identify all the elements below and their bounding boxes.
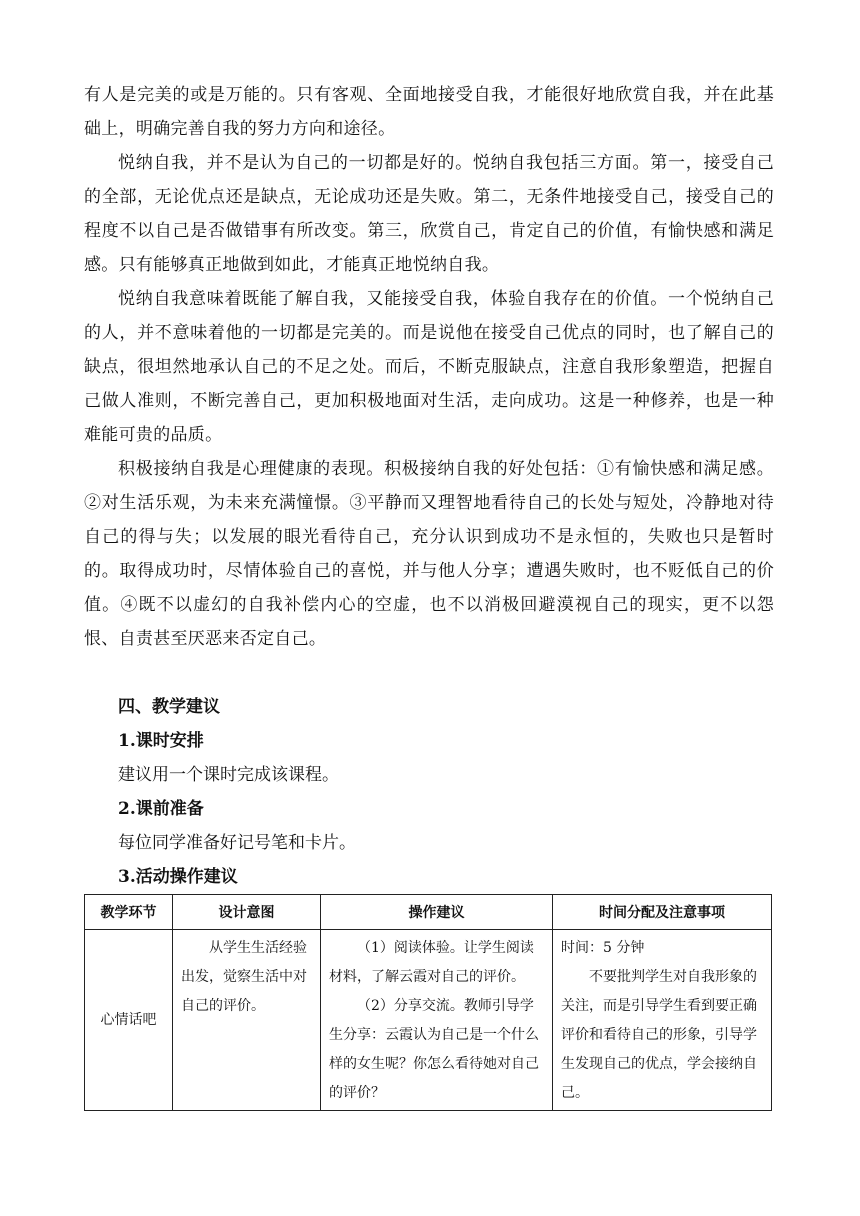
header-time-notes: 时间分配及注意事项 (553, 895, 772, 930)
cell-time-notes (553, 930, 772, 1111)
header-intent: 设计意图 (173, 895, 321, 930)
cell-intent (173, 930, 321, 1111)
paragraph-meaning: 悦纳自我意味着既能了解自我，又能接受自我，体验自我存在的价值。一个悦纳自己的人，并不意味着他的一切都是完美的。而是说他在接受自己优点的同时，也了解自己的缺点，很坦然地承认自己的不足之处。而后，不断克服缺点，注意自我形象塑造，把握自己做人准则，不断完善自己，更加积极地面对生活，走向成功。这是一种修养，也是一种难能可贵的品质。 (84, 289, 774, 445)
header-stage: 教学环节 (85, 895, 173, 930)
operation-step-2: （2）分享交流。教师引导学生分享：云霞认为自己是一个什么样的女生呢？你怎么看待她对自己的评价？ (329, 998, 539, 1101)
subheading-schedule: 1.课时安排 (118, 731, 204, 751)
intent-text: 从学生生活经验出发，觉察生活中对自己的评价。 (181, 940, 307, 1014)
cell-stage: 心情话吧 (85, 930, 173, 1111)
document-body (84, 78, 774, 894)
paragraph-benefits: 积极接纳自我是心理健康的表现。积极接纳自我的好处包括：①有愉快感和满足感。②对生活乐观，为未来充满憧憬。③平静而又理智地看待自己的长处与短处，冷静地对待自己的得与失；以发展的眼光看待自己，充分认识到成功不是永恒的，失败也只是暂时的。取得成功时，尽情体验自己的喜悦，并与他人分享；遭遇失败时，也不贬低自己的价值。④既不以虚幻的自我补偿内心的空虚，也不以消极回避漠视自己的现实，更不以怨恨、自责甚至厌恶来否定自己。 (84, 459, 774, 649)
section-heading: 四、教学建议 (118, 697, 220, 717)
section-gap (84, 656, 774, 690)
schedule-text: 建议用一个课时完成该课程。 (118, 765, 339, 785)
paragraph-continued: 有人是完美的或是万能的。只有客观、全面地接受自我，才能很好地欣赏自我，并在此基础上，明确完善自我的努力方向和途径。 (84, 85, 774, 139)
cell-operation (321, 930, 553, 1111)
operation-step-1: （1）阅读体验。让学生阅读材料，了解云霞对自己的评价。 (329, 940, 534, 985)
table-row (85, 930, 772, 1111)
attention-note: 不要批判学生对自我形象的关注，而是引导学生看到要正确评价和看待自己的形象，引导学生发现自己的优点，学会接纳自己。 (561, 969, 757, 1101)
header-operation: 操作建议 (321, 895, 553, 930)
activity-table (84, 894, 772, 1111)
paragraph-accept-self: 悦纳自我，并不是认为自己的一切都是好的。悦纳自我包括三方面。第一，接受自己的全部，无论优点还是缺点，无论成功还是失败。第二，无条件地接受自己，接受自己的程度不以自己是否做错事有所改变。第三，欣赏自己，肯定自己的价值，有愉快感和满足感。只有能够真正地做到如此，才能真正地悦纳自我。 (84, 153, 774, 275)
subheading-activity: 3.活动操作建议 (118, 867, 238, 887)
preparation-text: 每位同学准备好记号笔和卡片。 (118, 833, 356, 853)
subheading-preparation: 2.课前准备 (118, 799, 204, 819)
time-allocation: 时间：5 分钟 (561, 940, 645, 956)
table-header-row (85, 895, 772, 930)
